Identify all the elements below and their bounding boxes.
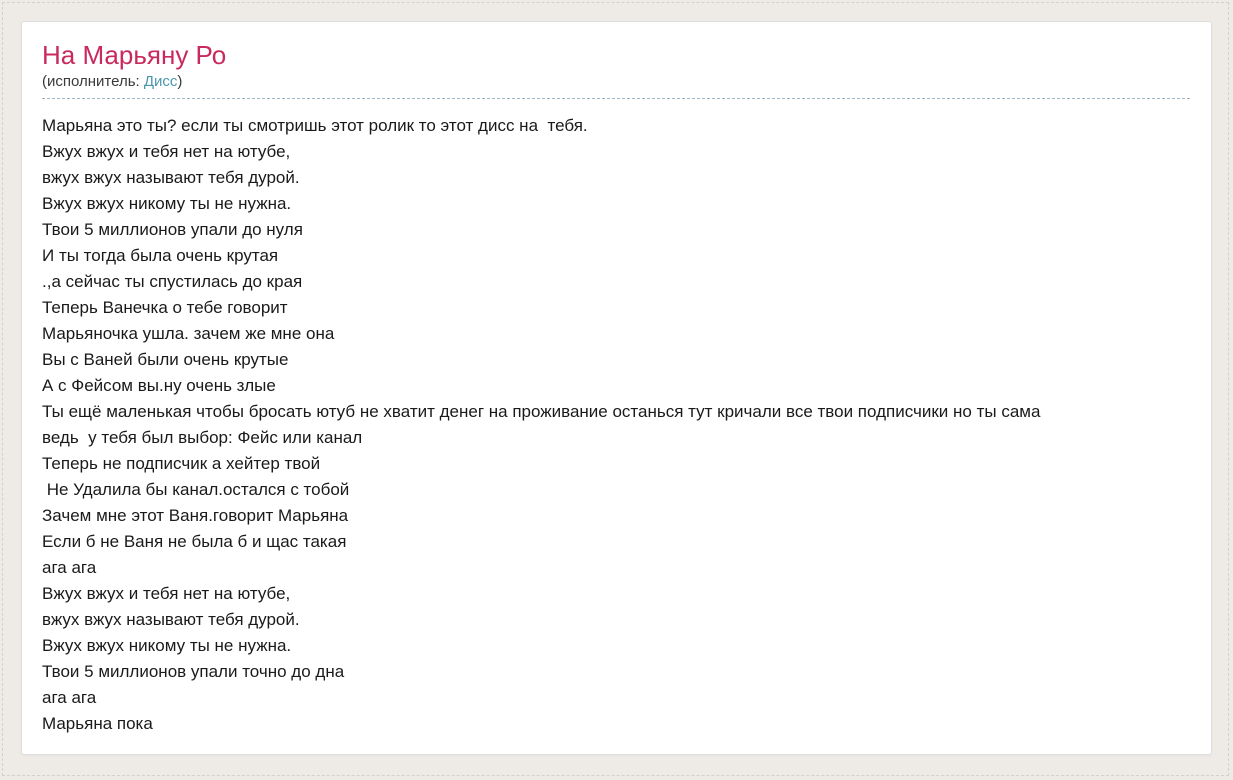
lyric-line: вжух вжух называют тебя дурой. bbox=[42, 610, 300, 629]
lyric-line: Твои 5 миллионов упали до нуля bbox=[42, 220, 303, 239]
lyric-line: Теперь Ванечка о тебе говорит bbox=[42, 298, 288, 317]
lyric-line: .,а сейчас ты спустилась до края bbox=[42, 272, 303, 291]
subtitle-suffix: ) bbox=[177, 73, 183, 90]
lyric-line: Зачем мне этот Ваня.говорит Марьяна bbox=[42, 506, 349, 525]
lyric-line: Вжух вжух и тебя нет на ютубе, bbox=[42, 584, 291, 603]
lyric-line: Теперь не подписчик а хейтер твой bbox=[42, 454, 321, 473]
lyric-line: Вжух вжух никому ты не нужна. bbox=[42, 636, 292, 655]
lyric-line: ведь у тебя был выбор: Фейс или канал bbox=[42, 428, 363, 447]
lyric-line: А с Фейсом вы.ну очень злые bbox=[42, 376, 276, 395]
lyric-line: ага ага bbox=[42, 558, 97, 577]
lyric-line: Вжух вжух и тебя нет на ютубе, bbox=[42, 142, 291, 161]
lyrics-block bbox=[42, 113, 1191, 737]
artist-subtitle bbox=[42, 73, 1190, 99]
lyric-line: Марьяна это ты? если ты смотришь этот ролик то этот дисс на тебя. bbox=[42, 116, 588, 135]
lyric-line: Ты ещё маленькая чтобы бросать ютуб не хватит денег на проживание останься тут кричали все твои подписчики но ты сама bbox=[42, 402, 1041, 421]
lyric-line: Твои 5 миллионов упали точно до дна bbox=[42, 662, 345, 681]
lyric-line: Марьяночка ушла. зачем же мне она bbox=[42, 324, 335, 343]
lyric-line: вжух вжух называют тебя дурой. bbox=[42, 168, 300, 187]
lyric-line: Марьяна пока bbox=[42, 714, 153, 733]
lyric-line: Вжух вжух никому ты не нужна. bbox=[42, 194, 292, 213]
lyric-line: Если б не Ваня не была б и щас такая bbox=[42, 532, 347, 551]
lyrics-card bbox=[21, 21, 1212, 755]
lyric-line: ага ага bbox=[42, 688, 97, 707]
lyric-line: И ты тогда была очень крутая bbox=[42, 246, 279, 265]
artist-link[interactable]: Дисс bbox=[143, 73, 178, 90]
page-title: На Марьяну Ро bbox=[42, 40, 227, 70]
lyric-line: Вы с Ваней были очень крутые bbox=[42, 350, 289, 369]
lyric-line: Не Удалила бы канал.остался с тобой bbox=[42, 480, 350, 499]
subtitle-prefix: (исполнитель: bbox=[42, 73, 144, 90]
